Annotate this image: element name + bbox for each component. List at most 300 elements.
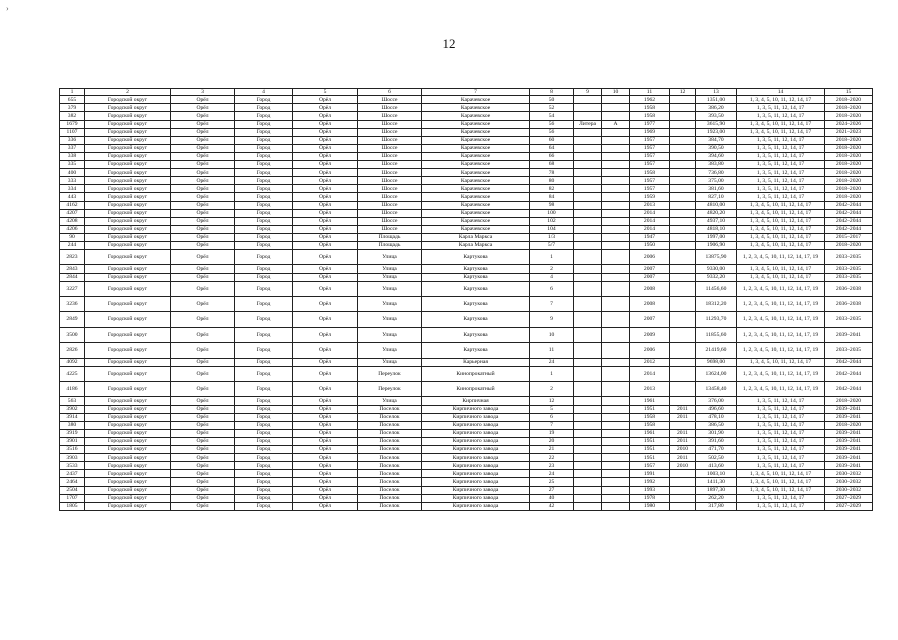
table-cell: Орёл xyxy=(293,233,358,241)
table-cell: 3516 xyxy=(60,446,85,454)
table-cell: 1107 xyxy=(60,128,85,136)
table-cell xyxy=(602,312,630,327)
table-cell: 1, 3, 5, 11, 12, 14, 17 xyxy=(737,169,825,177)
table-cell: 2033–2035 xyxy=(825,312,873,327)
table-cell xyxy=(670,209,696,217)
table-cell: Город xyxy=(235,161,293,169)
table-cell xyxy=(670,217,696,225)
table-cell: Кирпичного завода xyxy=(422,405,530,413)
table-cell xyxy=(602,265,630,273)
table-cell: 2013 xyxy=(630,201,670,209)
table-cell: Город xyxy=(235,478,293,486)
table-row xyxy=(60,144,873,152)
table-cell: 2039–2041 xyxy=(825,327,873,342)
table-cell: Город xyxy=(235,265,293,273)
table-cell: Орёл xyxy=(171,397,235,405)
table-cell: 11293,70 xyxy=(696,312,737,327)
table-cell xyxy=(574,161,602,169)
table-cell: 2018–2020 xyxy=(825,136,873,144)
table-cell xyxy=(670,104,696,112)
table-cell: Городской округ xyxy=(85,486,171,494)
table-row xyxy=(60,470,873,478)
table-cell: Городской округ xyxy=(85,281,171,296)
table-cell: 1, 3, 4, 5, 10, 11, 12, 14, 17 xyxy=(737,225,825,233)
table-cell: Картукова xyxy=(422,343,530,358)
table-cell: Шоссе xyxy=(358,177,422,185)
table-cell: Орёл xyxy=(171,273,235,281)
table-cell: 1805 xyxy=(60,502,85,510)
table-cell: Шоссе xyxy=(358,185,422,193)
table-cell: Город xyxy=(235,209,293,217)
table-cell: 1923,00 xyxy=(696,128,737,136)
table-cell xyxy=(602,128,630,136)
table-cell xyxy=(670,96,696,104)
table-cell: Городской округ xyxy=(85,161,171,169)
table-cell: 2009 xyxy=(630,327,670,342)
table-cell: 2042–2044 xyxy=(825,217,873,225)
table-cell: 12 xyxy=(530,397,574,405)
table-cell xyxy=(574,177,602,185)
table-cell: 2018–2020 xyxy=(825,112,873,120)
table-cell xyxy=(602,152,630,160)
table-cell: 1, 3, 5, 11, 12, 14, 17 xyxy=(737,446,825,454)
table-cell xyxy=(574,233,602,241)
table-cell: Карачевское xyxy=(422,112,530,120)
table-cell xyxy=(574,96,602,104)
table-cell xyxy=(574,281,602,296)
table-row xyxy=(60,152,873,160)
table-cell: Город xyxy=(235,177,293,185)
table-cell: 104 xyxy=(530,225,574,233)
table-cell: Поселок xyxy=(358,421,422,429)
table-cell: 7 xyxy=(530,421,574,429)
table-cell: Орёл xyxy=(293,413,358,421)
column-header: 2 xyxy=(85,89,171,96)
table-row xyxy=(60,462,873,470)
table-cell: 391,60 xyxy=(696,437,737,445)
table-cell xyxy=(670,265,696,273)
table-cell: Орёл xyxy=(293,502,358,510)
table-cell: 2033–2035 xyxy=(825,273,873,281)
table-cell: Орёл xyxy=(171,358,235,366)
table-cell: Орёл xyxy=(171,421,235,429)
table-cell: 400 xyxy=(60,169,85,177)
table-cell: 82 xyxy=(530,185,574,193)
table-cell: 2014 xyxy=(630,366,670,381)
column-header: 5 xyxy=(293,89,358,96)
table-cell xyxy=(670,494,696,502)
table-cell: 1, 2, 3, 4, 5, 10, 11, 12, 14, 17, 19 xyxy=(737,327,825,342)
table-cell: Орёл xyxy=(171,454,235,462)
column-header: 15 xyxy=(825,89,873,96)
table-cell: Город xyxy=(235,421,293,429)
table-row xyxy=(60,209,873,217)
table-cell: Орёл xyxy=(171,161,235,169)
table-cell: Орёл xyxy=(293,241,358,249)
table-cell: 1957 xyxy=(630,161,670,169)
table-cell: Городской округ xyxy=(85,225,171,233)
table-cell xyxy=(574,209,602,217)
register-table xyxy=(59,88,873,511)
table-cell: 1, 3, 5, 11, 12, 14, 17 xyxy=(737,405,825,413)
table-row xyxy=(60,136,873,144)
table-cell: Город xyxy=(235,358,293,366)
column-header: 13 xyxy=(696,89,737,96)
table-cell: Кирпичная xyxy=(422,397,530,405)
table-cell: Орёл xyxy=(293,120,358,128)
table-cell: Шоссе xyxy=(358,169,422,177)
table-cell: 2015–2017 xyxy=(825,233,873,241)
table-row xyxy=(60,437,873,445)
table-cell: Улица xyxy=(358,312,422,327)
table-cell: 2027–2029 xyxy=(825,494,873,502)
table-cell: 2011 xyxy=(670,437,696,445)
table-cell: 5 xyxy=(530,405,574,413)
table-cell: Орёл xyxy=(293,273,358,281)
table-cell: 1957 xyxy=(630,185,670,193)
table-cell: Орёл xyxy=(171,233,235,241)
table-cell xyxy=(574,241,602,249)
table-cell: Кирпичного завода xyxy=(422,446,530,454)
table-cell: 2042–2044 xyxy=(825,225,873,233)
table-cell: Орёл xyxy=(293,201,358,209)
table-cell: 655 xyxy=(60,96,85,104)
table-cell: Орёл xyxy=(171,169,235,177)
table-cell: 334 xyxy=(60,185,85,193)
table-cell: 413,60 xyxy=(696,462,737,470)
table-cell xyxy=(670,297,696,312)
table-cell: Орёл xyxy=(171,185,235,193)
table-cell: Карачевское xyxy=(422,144,530,152)
table-cell: Город xyxy=(235,462,293,470)
table-cell xyxy=(602,112,630,120)
table-cell: 390,50 xyxy=(696,144,737,152)
table-cell: Город xyxy=(235,217,293,225)
column-header: 14 xyxy=(737,89,825,96)
table-cell: Кирпичного завода xyxy=(422,421,530,429)
table-cell: 4092 xyxy=(60,358,85,366)
table-cell xyxy=(574,144,602,152)
table-cell: Кирпичного завода xyxy=(422,462,530,470)
table-cell: Орёл xyxy=(171,327,235,342)
table-cell xyxy=(574,454,602,462)
table-cell: Город xyxy=(235,470,293,478)
table-cell: Орёл xyxy=(171,104,235,112)
table-cell xyxy=(574,429,602,437)
table-cell: Поселок xyxy=(358,494,422,502)
table-row xyxy=(60,343,873,358)
table-row xyxy=(60,273,873,281)
table-row xyxy=(60,413,873,421)
table-cell xyxy=(602,366,630,381)
table-cell: Шоссе xyxy=(358,136,422,144)
table-cell: Орёл xyxy=(171,478,235,486)
table-cell: Город xyxy=(235,327,293,342)
table-cell xyxy=(574,413,602,421)
table-cell: 54 xyxy=(530,112,574,120)
table-cell: Орёл xyxy=(171,96,235,104)
table-cell: 2024–2026 xyxy=(825,120,873,128)
table-cell: Город xyxy=(235,273,293,281)
table-cell: 1957 xyxy=(630,152,670,160)
table-cell: Карачевское xyxy=(422,161,530,169)
table-cell: 2013 xyxy=(630,382,670,397)
table-cell: 393,50 xyxy=(696,112,737,120)
table-cell: 2033–2035 xyxy=(825,343,873,358)
table-cell: 2042–2044 xyxy=(825,366,873,381)
table-cell xyxy=(670,233,696,241)
table-cell xyxy=(574,297,602,312)
table-cell: 84 xyxy=(530,193,574,201)
table-cell: 2018–2020 xyxy=(825,144,873,152)
table-cell: 102 xyxy=(530,217,574,225)
table-cell: 1, 2, 3, 4, 5, 10, 11, 12, 14, 17, 19 xyxy=(737,250,825,265)
table-cell: 2042–2044 xyxy=(825,358,873,366)
table-cell: 11456,60 xyxy=(696,281,737,296)
table-cell: 4207 xyxy=(60,209,85,217)
table-cell: 11855,60 xyxy=(696,327,737,342)
table-cell: А xyxy=(602,120,630,128)
table-cell xyxy=(602,201,630,209)
table-cell: 262,20 xyxy=(696,494,737,502)
table-cell: 2018–2020 xyxy=(825,177,873,185)
table-cell: Городской округ xyxy=(85,265,171,273)
table-cell: 3901 xyxy=(60,437,85,445)
table-cell: Карачевское xyxy=(422,185,530,193)
table-cell: 52 xyxy=(530,104,574,112)
table-cell: Улица xyxy=(358,265,422,273)
table-cell: 4810,00 xyxy=(696,201,737,209)
table-cell: 2039–2041 xyxy=(825,446,873,454)
table-cell: 1, 3, 5, 11, 12, 14, 17 xyxy=(737,185,825,193)
table-cell xyxy=(574,201,602,209)
table-cell: Орёл xyxy=(171,193,235,201)
table-cell: Карачевское xyxy=(422,193,530,201)
table-cell: Городской округ xyxy=(85,201,171,209)
table-cell: Орёл xyxy=(293,421,358,429)
table-cell: 1, 3, 5, 11, 12, 14, 17 xyxy=(737,437,825,445)
table-cell: Орёл xyxy=(171,120,235,128)
table-cell: Город xyxy=(235,397,293,405)
table-row xyxy=(60,405,873,413)
column-header: 9 xyxy=(574,89,602,96)
table-cell: 9330,00 xyxy=(696,265,737,273)
table-cell: Город xyxy=(235,281,293,296)
table-cell: 2033–2035 xyxy=(825,265,873,273)
column-header: 12 xyxy=(670,89,696,96)
table-cell: Город xyxy=(235,405,293,413)
table-cell: 2464 xyxy=(60,478,85,486)
table-cell: 1, 3, 4, 5, 10, 11, 12, 14, 17 xyxy=(737,128,825,136)
table-cell: Кирпичного завода xyxy=(422,478,530,486)
table-cell xyxy=(670,185,696,193)
table-row xyxy=(60,421,873,429)
table-cell: Шоссе xyxy=(358,209,422,217)
table-cell: Городской округ xyxy=(85,250,171,265)
table-cell: 1, 2, 3, 4, 5, 10, 11, 12, 14, 17, 19 xyxy=(737,382,825,397)
table-cell: 78 xyxy=(530,169,574,177)
table-cell: Площадь xyxy=(358,241,422,249)
table-cell xyxy=(670,225,696,233)
table-cell: 2 xyxy=(530,265,574,273)
table-cell xyxy=(602,273,630,281)
table-row xyxy=(60,358,873,366)
table-cell: 1951 xyxy=(630,454,670,462)
table-cell xyxy=(574,265,602,273)
table-cell: Город xyxy=(235,144,293,152)
table-cell: 1957 xyxy=(630,462,670,470)
table-cell: 1958 xyxy=(630,413,670,421)
table-cell: Карачевское xyxy=(422,209,530,217)
table-cell: 1957 xyxy=(630,144,670,152)
table-cell: Орёл xyxy=(293,312,358,327)
table-cell: 1, 3, 4, 5, 10, 11, 12, 14, 17 xyxy=(737,273,825,281)
table-cell xyxy=(602,281,630,296)
table-cell: 335 xyxy=(60,161,85,169)
table-cell xyxy=(670,397,696,405)
table-cell: 2021–2023 xyxy=(825,128,873,136)
table-cell: 10 xyxy=(530,327,574,342)
table-cell: 27 xyxy=(530,486,574,494)
table-cell: Шоссе xyxy=(358,96,422,104)
table-cell: Городской округ xyxy=(85,144,171,152)
table-cell: 2843 xyxy=(60,265,85,273)
table-cell: Улица xyxy=(358,358,422,366)
table-cell: Орёл xyxy=(293,446,358,454)
table-cell: Городской округ xyxy=(85,96,171,104)
table-cell xyxy=(670,382,696,397)
table-cell: Поселок xyxy=(358,462,422,470)
table-cell: 1951 xyxy=(630,446,670,454)
table-cell xyxy=(602,343,630,358)
table-cell: 386,20 xyxy=(696,104,737,112)
table-cell: 3227 xyxy=(60,281,85,296)
table-cell: 1, 3, 4, 5, 10, 11, 12, 14, 17 xyxy=(737,217,825,225)
table-cell: 1, 3, 5, 11, 12, 14, 17 xyxy=(737,144,825,152)
table-cell: Карачевское xyxy=(422,217,530,225)
table-cell: 1958 xyxy=(630,421,670,429)
table-cell: Орёл xyxy=(293,405,358,413)
table-cell xyxy=(602,193,630,201)
table-cell xyxy=(574,421,602,429)
table-cell: Город xyxy=(235,250,293,265)
table-cell: 13458,40 xyxy=(696,382,737,397)
table-cell: Город xyxy=(235,454,293,462)
table-cell: 1351,00 xyxy=(696,96,737,104)
table-cell: 1961 xyxy=(630,397,670,405)
table-cell: 2007 xyxy=(630,312,670,327)
table-cell: Поселок xyxy=(358,470,422,478)
table-cell: 11 xyxy=(530,343,574,358)
table-cell: 1, 3, 5, 11, 12, 14, 17 xyxy=(737,454,825,462)
table-cell: Орёл xyxy=(293,225,358,233)
table-cell: 90 xyxy=(60,233,85,241)
table-cell: 3533 xyxy=(60,462,85,470)
table-cell: Поселок xyxy=(358,429,422,437)
table-cell: Шоссе xyxy=(358,152,422,160)
table-cell: Город xyxy=(235,312,293,327)
table-cell: 2010 xyxy=(670,462,696,470)
table-cell: Кирпичного завода xyxy=(422,494,530,502)
table-cell: Городской округ xyxy=(85,478,171,486)
table-cell: 1, 2, 3, 4, 5, 10, 11, 12, 14, 17, 19 xyxy=(737,281,825,296)
table-cell xyxy=(670,144,696,152)
table-cell xyxy=(602,405,630,413)
table-cell xyxy=(602,382,630,397)
table-cell: Поселок xyxy=(358,437,422,445)
table-cell: Улица xyxy=(358,273,422,281)
table-cell xyxy=(602,470,630,478)
table-cell: Орёл xyxy=(293,486,358,494)
table-cell: Переулок xyxy=(358,366,422,381)
table-cell: Карачевское xyxy=(422,136,530,144)
table-cell: 380 xyxy=(60,421,85,429)
table-cell: 9332,20 xyxy=(696,273,737,281)
table-cell: Орёл xyxy=(171,462,235,470)
table-cell: 2042–2044 xyxy=(825,201,873,209)
table-cell: 1, 3, 4, 5, 10, 11, 12, 14, 17 xyxy=(737,96,825,104)
table-cell xyxy=(602,327,630,342)
table-cell xyxy=(602,502,630,510)
table-cell: 1, 3, 5, 11, 12, 14, 17 xyxy=(737,421,825,429)
table-cell: 2008 xyxy=(630,281,670,296)
table-cell: Орёл xyxy=(171,128,235,136)
table-cell: Картукова xyxy=(422,250,530,265)
table-cell: Кирпичного завода xyxy=(422,486,530,494)
table-cell: 2007 xyxy=(630,265,670,273)
table-cell: 42 xyxy=(530,502,574,510)
table-cell: 1962 xyxy=(630,96,670,104)
table-cell: Городской округ xyxy=(85,502,171,510)
table-cell: Картукова xyxy=(422,273,530,281)
column-header: 6 xyxy=(358,89,422,96)
table-cell xyxy=(602,169,630,177)
table-cell: 1, 3, 5, 11, 12, 14, 17 xyxy=(737,397,825,405)
table-cell: 24 xyxy=(530,470,574,478)
table-cell: 3902 xyxy=(60,405,85,413)
table-cell: Шоссе xyxy=(358,144,422,152)
table-cell: Городской округ xyxy=(85,217,171,225)
table-cell: Орёл xyxy=(293,382,358,397)
table-cell: Улица xyxy=(358,397,422,405)
table-cell: Городской округ xyxy=(85,120,171,128)
table-row xyxy=(60,494,873,502)
table-cell: Город xyxy=(235,297,293,312)
table-row xyxy=(60,225,873,233)
table-cell: 2012 xyxy=(630,358,670,366)
table-cell xyxy=(602,225,630,233)
table-cell xyxy=(670,201,696,209)
table-cell: Орёл xyxy=(171,225,235,233)
table-cell: Орёл xyxy=(293,217,358,225)
table-cell: 80 xyxy=(530,177,574,185)
table-cell: 1003,10 xyxy=(696,470,737,478)
table-row xyxy=(60,161,873,169)
table-cell: Орёл xyxy=(293,297,358,312)
table-cell: Город xyxy=(235,201,293,209)
table-cell: 1958 xyxy=(630,104,670,112)
table-cell xyxy=(670,241,696,249)
table-cell: Улица xyxy=(358,343,422,358)
table-cell: Орёл xyxy=(171,312,235,327)
table-cell: Орёл xyxy=(171,470,235,478)
table-cell: 20 xyxy=(530,437,574,445)
table-cell: Орёл xyxy=(171,366,235,381)
table-cell: Шоссе xyxy=(358,120,422,128)
table-cell: 1, 3, 4, 5, 10, 11, 12, 14, 17 xyxy=(737,265,825,273)
table-cell: 2006 xyxy=(630,343,670,358)
table-cell: Городской округ xyxy=(85,112,171,120)
